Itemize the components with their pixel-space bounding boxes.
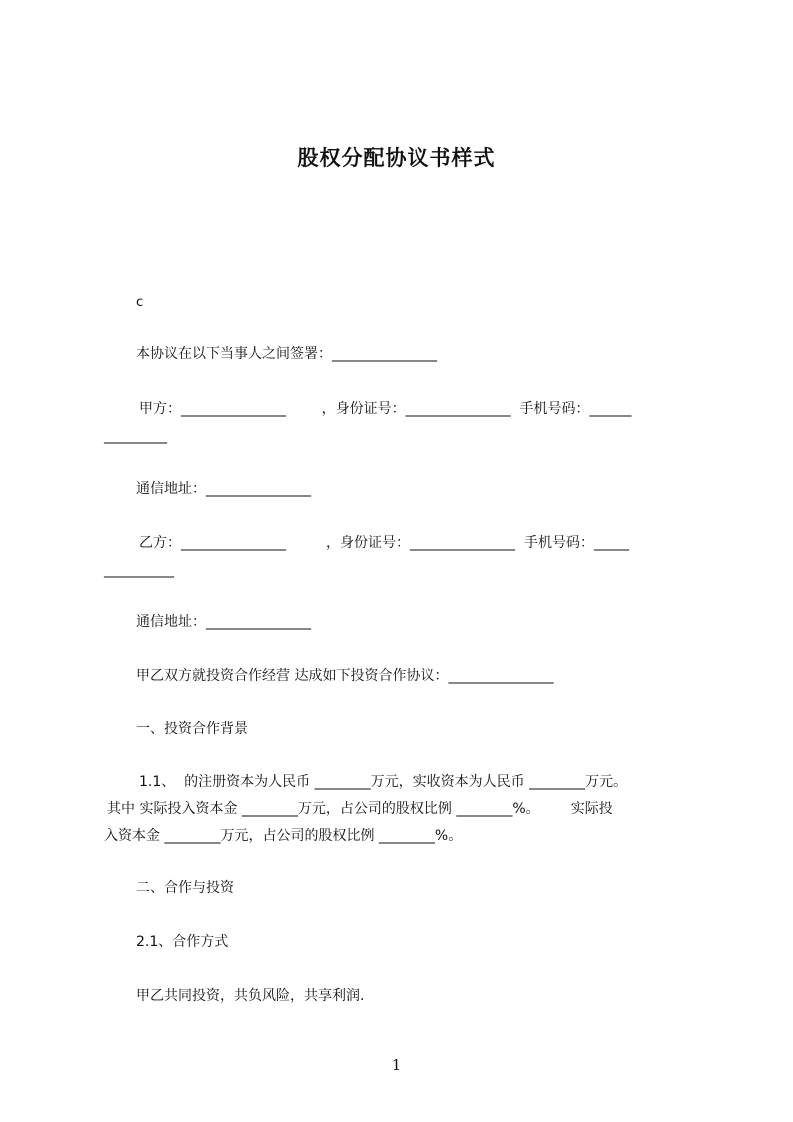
- section-1-heading: 一、投资合作背景: [136, 721, 248, 737]
- clause-1-1-line-1: 1.1、 的注册资本为人民币 ________万元，实收资本为人民币 ________万元。: [139, 774, 628, 790]
- purpose-line: 甲乙双方就投资合作经营 达成如下投资合作协议：_______________: [136, 668, 554, 684]
- clause-2-1-heading: 2.1、合作方式: [136, 934, 229, 950]
- section-2-heading: 二、合作与投资: [136, 880, 234, 896]
- page-number: 1: [391, 1056, 402, 1074]
- party-a-address: 通信地址：_______________: [136, 481, 311, 497]
- party-a-line: 甲方：_______________ ，身份证号：_______________ 手机号码：______: [139, 401, 632, 417]
- clause-1-1-line-3: 入资本金 ________万元，占公司的股权比例 ________%。: [104, 828, 463, 844]
- mark-text: c: [136, 295, 144, 310]
- clause-1-1-line-2: 其中 实际投入资本金 ________万元，占公司的股权比例 ________%。 实际投: [107, 801, 613, 817]
- document-title: 股权分配协议书样式: [297, 146, 496, 170]
- party-b-line-continued: __________: [104, 562, 174, 578]
- party-b-line: 乙方：_______________ ，身份证号：_______________ 手机号码：_____: [139, 535, 629, 551]
- intro-line: 本协议在以下当事人之间签署：_______________: [136, 346, 437, 362]
- clause-2-1-text: 甲乙共同投资，共负风险，共享利润.: [136, 988, 365, 1004]
- party-b-address: 通信地址：_______________: [136, 614, 311, 630]
- party-a-line-continued: _________: [104, 428, 167, 444]
